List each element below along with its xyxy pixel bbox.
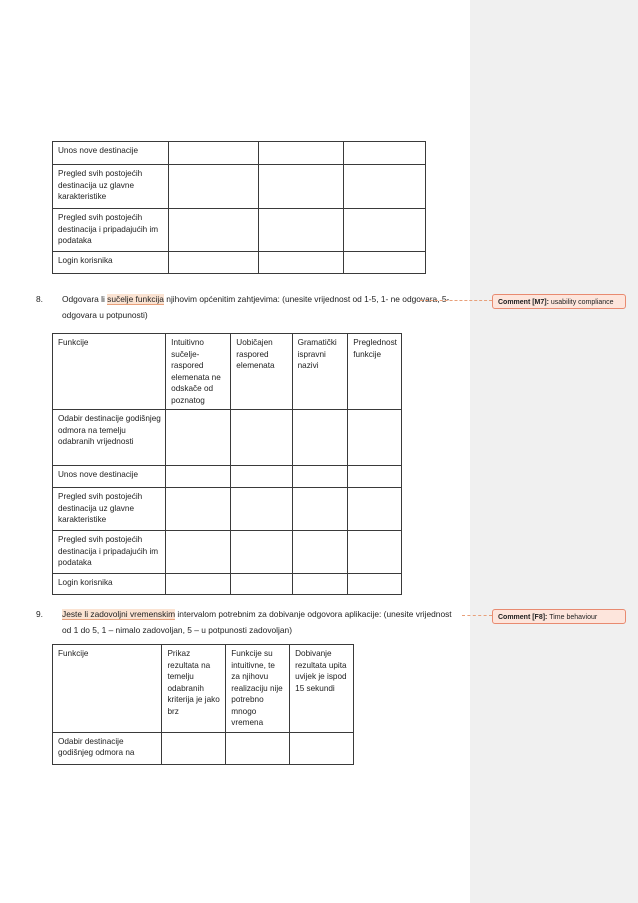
comment-balloon-m7[interactable]: Comment [M7]: usability compliance xyxy=(492,294,626,309)
answer-cell[interactable] xyxy=(166,531,231,574)
table-cell: Login korisnika xyxy=(53,252,169,274)
answer-cell[interactable] xyxy=(348,574,402,595)
table-row xyxy=(53,574,402,595)
comment-connector xyxy=(420,300,492,301)
highlighted-text[interactable]: sučelje funkcija xyxy=(107,294,164,304)
answer-cell[interactable] xyxy=(166,466,231,488)
table-header: Funkcije su intuitivne, te za njihovu realizaciju nije potrebno mnogo vremena xyxy=(226,645,290,733)
answer-cell[interactable] xyxy=(290,732,354,764)
table-row xyxy=(53,732,354,764)
answer-cell[interactable] xyxy=(168,142,258,165)
table-cell: Unos nove destinacije xyxy=(53,142,169,165)
answer-cell[interactable] xyxy=(231,488,292,531)
table-question-8 xyxy=(52,333,402,595)
table-header-row xyxy=(53,645,354,733)
answer-cell[interactable] xyxy=(348,410,402,466)
table-header: Uobičajen raspored elemenata xyxy=(231,334,292,410)
answer-cell[interactable] xyxy=(344,165,426,209)
table-header-row xyxy=(53,334,402,410)
table-row xyxy=(53,531,402,574)
table-cell: Login korisnika xyxy=(53,574,166,595)
answer-cell[interactable] xyxy=(258,142,344,165)
answer-cell[interactable] xyxy=(292,410,348,466)
answer-cell[interactable] xyxy=(168,209,258,252)
table-row xyxy=(53,252,426,274)
table-row xyxy=(53,410,402,466)
table-row xyxy=(53,209,426,252)
question-number: 9. xyxy=(36,609,43,619)
table-header: Funkcije xyxy=(53,334,166,410)
answer-cell[interactable] xyxy=(231,574,292,595)
answer-cell[interactable] xyxy=(168,252,258,274)
question-text: Odgovara li sučelje funkcija njihovim općenitim zahtjevima: (unesite vrijednost od 1-5, 1- ne odgovara, 5- odgovara u potpunosti) xyxy=(62,294,450,320)
table-cell: Pregled svih postojećih destinacija uz glavne karakteristike xyxy=(53,488,166,531)
answer-cell[interactable] xyxy=(258,209,344,252)
table-header: Intuitivno sučelje- raspored elemenata ne odskače od poznatog xyxy=(166,334,231,410)
table-continued xyxy=(52,141,426,274)
table-header: Funkcije xyxy=(53,645,162,733)
table-row xyxy=(53,466,402,488)
table-header: Gramatički ispravni nazivi xyxy=(292,334,348,410)
table-cell: Pregled svih postojećih destinacija i pripadajućih im podataka xyxy=(53,209,169,252)
table-header: Preglednost funkcije xyxy=(348,334,402,410)
answer-cell[interactable] xyxy=(292,531,348,574)
table-cell: Odabir destinacije godišnjeg odmora na temelju odabranih vrijednosti xyxy=(53,410,166,466)
table-question-9 xyxy=(52,644,354,765)
answer-cell[interactable] xyxy=(292,466,348,488)
table-cell: Unos nove destinacije xyxy=(53,466,166,488)
comment-balloon-f8[interactable]: Comment [F8]: Time behaviour xyxy=(492,609,626,624)
comment-margin-pane xyxy=(470,0,638,903)
table-cell: Odabir destinacije godišnjeg odmora na xyxy=(53,732,162,764)
comment-connector xyxy=(462,615,492,616)
question-number: 8. xyxy=(36,294,43,304)
answer-cell[interactable] xyxy=(231,410,292,466)
table-row xyxy=(53,488,402,531)
answer-cell[interactable] xyxy=(348,466,402,488)
answer-cell[interactable] xyxy=(292,488,348,531)
table-cell: Pregled svih postojećih destinacija uz glavne karakteristike xyxy=(53,165,169,209)
answer-cell[interactable] xyxy=(166,410,231,466)
answer-cell[interactable] xyxy=(231,531,292,574)
table-row xyxy=(53,142,426,165)
answer-cell[interactable] xyxy=(348,531,402,574)
answer-cell[interactable] xyxy=(166,488,231,531)
answer-cell[interactable] xyxy=(226,732,290,764)
table-row xyxy=(53,165,426,209)
question-text: Jeste li zadovoljni vremenskim intervalom potrebnim za dobivanje odgovora aplikacije: (unesite vrijednost od 1 do 5, 1 – nimalo zadovoljan, 5 – u potpunosti zadovoljan) xyxy=(62,609,452,635)
answer-cell[interactable] xyxy=(344,142,426,165)
highlighted-text[interactable]: Jeste li zadovoljni vremenskim xyxy=(62,609,176,619)
answer-cell[interactable] xyxy=(258,165,344,209)
answer-cell[interactable] xyxy=(258,252,344,274)
answer-cell[interactable] xyxy=(344,252,426,274)
answer-cell[interactable] xyxy=(166,574,231,595)
answer-cell[interactable] xyxy=(292,574,348,595)
table-cell: Pregled svih postojećih destinacija i pripadajućih im podataka xyxy=(53,531,166,574)
table-header: Dobivanje rezultata upita uvijek je ispod 15 sekundi xyxy=(290,645,354,733)
answer-cell[interactable] xyxy=(348,488,402,531)
table-header: Prikaz rezultata na temelju odabranih kriterija je jako brz xyxy=(162,645,226,733)
answer-cell[interactable] xyxy=(344,209,426,252)
answer-cell[interactable] xyxy=(168,165,258,209)
answer-cell[interactable] xyxy=(231,466,292,488)
answer-cell[interactable] xyxy=(162,732,226,764)
